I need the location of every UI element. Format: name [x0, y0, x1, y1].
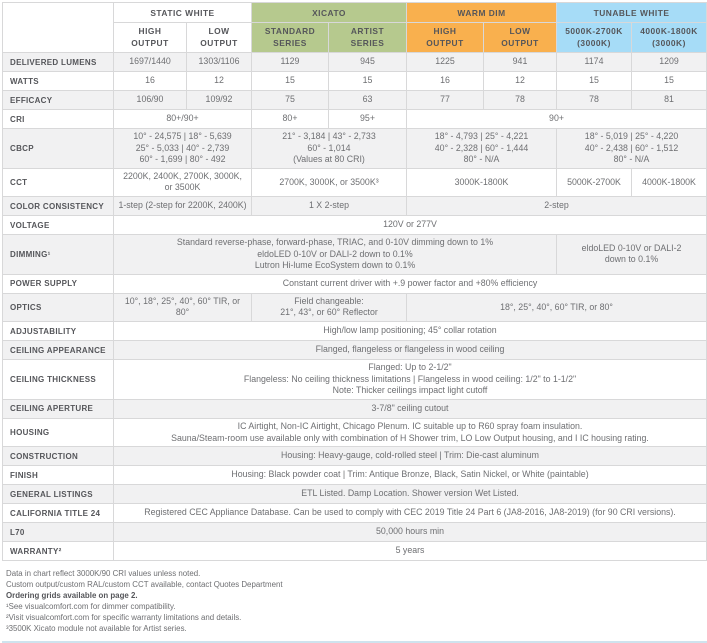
cell-line: Housing: Heavy-gauge, cold-rolled steel | Trim: Die-cast aluminum [281, 450, 540, 461]
footnotes [2, 561, 706, 634]
cell-line: 18° - 5,019 | 25° - 4,220 [584, 131, 679, 141]
cell-line: 1129 [280, 56, 300, 67]
cell-line: Registered CEC Appliance Database. Can be used to comply with CEC 2019 Title 24 Part 6 (JA8-2016, JA8-2019) (for 90 CRI versions). [144, 507, 676, 518]
row-label: ADJUSTABILITY [3, 322, 114, 341]
row-label: L70 [3, 523, 114, 542]
spec-cell [114, 504, 707, 523]
spec-cell [632, 168, 707, 196]
cell-line: 2-step [544, 200, 569, 211]
cell-line: 95+ [360, 113, 375, 124]
spec-cell [114, 91, 187, 110]
spec-cell [557, 72, 632, 91]
cell-line: or 3500K [164, 182, 201, 193]
cell-line: 10°, 18°, 25°, 40°, 60° TIR, or 80° [124, 295, 241, 318]
column-header-line: (3000K) [577, 37, 611, 48]
footnote: Ordering grids available on page 2. [6, 590, 138, 600]
spec-cell [484, 72, 557, 91]
spec-cell [484, 53, 557, 72]
row-label: CEILING APPEARANCE [3, 341, 114, 360]
table-row [3, 399, 707, 418]
cell-line: Lutron Hi-lume EcoSystem down to 0.1% [254, 260, 416, 271]
spec-cell [114, 399, 707, 418]
row-label: CCT [3, 168, 114, 196]
cell-line: 75 [285, 94, 295, 105]
column-header-line: SERIES [273, 37, 307, 48]
table-row [3, 360, 707, 400]
spec-cell [187, 91, 252, 110]
cell-line: Flanged, flangeless or flangeless in wood ceiling [315, 344, 505, 355]
spec-table [2, 2, 707, 561]
corner-cell [3, 3, 114, 53]
column-header-line: HIGH [433, 26, 457, 37]
spec-cell [557, 235, 707, 275]
cell-line: 60° - 1,699 | 80° - 492 [139, 154, 226, 165]
column-header-line: SERIES [350, 37, 385, 48]
spec-cell [407, 110, 707, 129]
cell-line: Note: Thicker ceilings impact light cutoff [332, 385, 488, 396]
table-row [3, 53, 707, 72]
cell-line: Flangeless: No ceiling thickness limitations | Flangeless in wood ceiling: 1/2" to 1-1/2" [243, 373, 577, 384]
spec-cell [252, 72, 329, 91]
cell-line: down to 0.1% [604, 254, 659, 265]
cell-line: 1174 [584, 56, 604, 67]
cell-line: 15 [362, 75, 373, 86]
spec-cell [252, 53, 329, 72]
table-row [3, 341, 707, 360]
table-row [3, 274, 707, 293]
spec-cell [114, 542, 707, 561]
cell-line: 941 [512, 56, 528, 67]
row-label: GENERAL LISTINGS [3, 485, 114, 504]
row-label: FINISH [3, 466, 114, 485]
footnote: Custom output/custom RAL/custom CCT available, contact Quotes Department [6, 580, 283, 590]
spec-cell [632, 53, 707, 72]
table-row [3, 523, 707, 542]
spec-table-body [3, 53, 707, 561]
cell-line: ETL Listed. Damp Location. Shower version Wet Listed. [301, 488, 519, 499]
spec-cell [114, 466, 707, 485]
spec-cell [114, 341, 707, 360]
cell-line: 80° - N/A [463, 154, 500, 165]
spec-cell [114, 129, 252, 169]
spec-cell [557, 168, 632, 196]
row-label: HOUSING [3, 418, 114, 446]
cell-line: 5 years [395, 545, 425, 556]
cell-line: 2700K, 3000K, or 3500K³ [279, 176, 379, 187]
spec-cell [252, 293, 407, 321]
spec-cell [114, 235, 557, 275]
cell-line: eldoLED 0-10V or DALI-2 [581, 242, 682, 253]
bottom-rule-divider [2, 641, 707, 643]
spec-cell [114, 485, 707, 504]
cell-line: 5000K-2700K [567, 176, 621, 187]
spec-cell [114, 274, 707, 293]
cell-line: 18°, 25°, 40°, 60° TIR, or 80° [500, 301, 613, 312]
spec-cell [329, 53, 407, 72]
spec-cell [252, 129, 407, 169]
cell-line: 18° - 4,793 | 25° - 4,221 [434, 131, 529, 141]
column-header-line: OUTPUT [200, 37, 238, 48]
table-row [3, 485, 707, 504]
table-row [3, 542, 707, 561]
spec-cell [114, 72, 187, 91]
cell-line: eldoLED 0-10V or DALI-2 down to 0.1% [257, 248, 413, 259]
column-header-line: STANDARD [264, 26, 316, 37]
cell-line: 90+ [549, 113, 564, 124]
spec-cell [407, 293, 707, 321]
table-row [3, 447, 707, 466]
spec-cell [407, 197, 707, 216]
spec-cell [114, 216, 707, 235]
spec-cell [484, 91, 557, 110]
column-group-header: WARM DIM [407, 3, 557, 23]
cell-line: 80° - N/A [613, 154, 650, 165]
spec-cell [407, 129, 557, 169]
cell-line: 77 [440, 94, 450, 105]
cell-line: 25° - 5,033 | 40° - 2,739 [135, 142, 230, 153]
spec-cell [407, 91, 484, 110]
cell-line: 1-step (2-step for 2200K, 2400K) [118, 200, 247, 211]
cell-line: Flanged: Up to 2-1/2" [368, 362, 452, 373]
table-row [3, 72, 707, 91]
table-row [3, 110, 707, 129]
column-header-line: (3000K) [652, 37, 686, 48]
cell-line: Housing: Black powder coat | Trim: Antique Bronze, Black, Satin Nickel, or White (paintable) [231, 469, 589, 480]
spec-table-head [3, 3, 707, 53]
spec-cell [114, 322, 707, 341]
column-group-header: TUNABLE WHITE [557, 3, 707, 23]
table-row [3, 418, 707, 446]
spec-cell [114, 418, 707, 446]
row-label: CBCP [3, 129, 114, 169]
cell-line: 4000K-1800K [642, 176, 696, 187]
row-label: CEILING THICKNESS [3, 360, 114, 400]
footnote: ²Visit visualcomfort.com for specific warranty limitations and details. [6, 612, 242, 622]
row-label: VOLTAGE [3, 216, 114, 235]
cell-line: 21° - 3,184 | 43° - 2,733 [282, 131, 376, 141]
spec-cell [114, 197, 252, 216]
row-label: CEILING APERTURE [3, 399, 114, 418]
spec-cell [114, 360, 707, 400]
row-label: COLOR CONSISTENCY [3, 197, 114, 216]
cell-line: Field changeable: [294, 295, 364, 306]
column-group-header: XICATO [252, 3, 407, 23]
column-header-line: LOW [509, 26, 531, 37]
cell-line: 63 [362, 94, 373, 105]
spec-cell [632, 72, 707, 91]
cell-line: 16 [145, 75, 155, 86]
cell-line: 40° - 2,328 | 60° - 1,444 [434, 142, 529, 153]
row-label: DIMMING¹ [3, 235, 114, 275]
spec-cell [187, 53, 252, 72]
cell-line: IC Airtight, Non-IC Airtight, Chicago Plenum. IC suitable up to R60 spray foam insulation. [237, 420, 583, 431]
cell-line: 12 [515, 75, 525, 86]
cell-line: 3000K-1800K [454, 176, 509, 187]
table-row [3, 91, 707, 110]
cell-line: 109/92 [205, 94, 233, 105]
table-row [3, 168, 707, 196]
cell-line: (Values at 80 CRI) [293, 154, 365, 165]
column-header-line: 4000K-1800K [640, 26, 698, 37]
cell-line: 40° - 2,438 | 60° - 1,512 [584, 142, 679, 153]
table-row [3, 216, 707, 235]
cell-line: 1209 [659, 56, 679, 67]
table-row [3, 129, 707, 169]
spec-cell [407, 72, 484, 91]
spec-cell [114, 447, 707, 466]
column-header [484, 23, 557, 53]
spec-cell [557, 91, 632, 110]
cell-line: 1 X 2-step [308, 200, 350, 211]
cell-line: 120V or 277V [383, 219, 437, 230]
row-label: EFFICACY [3, 91, 114, 110]
column-header-line: OUTPUT [501, 37, 539, 48]
spec-cell [407, 168, 557, 196]
footnote: ¹See visualcomfort.com for dimmer compatibility. [6, 601, 176, 611]
table-row [3, 197, 707, 216]
cell-line: 3-7/8" ceiling cutout [371, 403, 449, 414]
spec-cell [329, 91, 407, 110]
column-header-line: HIGH [138, 26, 162, 37]
spec-cell [252, 91, 329, 110]
spec-cell [114, 523, 707, 542]
column-header [252, 23, 329, 53]
column-header [114, 23, 187, 53]
cell-line: 1303/1106 [198, 56, 240, 67]
row-label: CRI [3, 110, 114, 129]
spec-cell [114, 53, 187, 72]
table-row [3, 466, 707, 485]
cell-line: 10° - 24,575 | 18° - 5,639 [133, 131, 232, 141]
cell-line: 12 [214, 75, 224, 86]
table-row [3, 504, 707, 523]
row-label: OPTICS [3, 293, 114, 321]
table-row [3, 235, 707, 275]
footnote: Data in chart reflect 3000K/90 CRI values unless noted. [6, 569, 201, 579]
column-header [557, 23, 632, 53]
cell-line: 81 [664, 94, 674, 105]
spec-cell [407, 53, 484, 72]
row-label: POWER SUPPLY [3, 274, 114, 293]
row-label: WARRANTY² [3, 542, 114, 561]
table-row [3, 322, 707, 341]
cell-line: Sauna/Steam-room use available only with combination of H Shower trim, LO Low Output housing, and I IC housing rating. [171, 432, 649, 443]
spec-cell [114, 168, 252, 196]
cell-line: 50,000 hours min [376, 526, 444, 537]
column-header-line: OUTPUT [131, 37, 169, 48]
column-header-line: LOW [208, 26, 230, 37]
cell-line: 1697/1440 [129, 56, 171, 67]
spec-cell [252, 197, 407, 216]
cell-line: 15 [589, 75, 599, 86]
column-header [407, 23, 484, 53]
column-group-header: STATIC WHITE [114, 3, 252, 23]
spec-cell [557, 53, 632, 72]
row-label: WATTS [3, 72, 114, 91]
cell-line: 106/90 [136, 94, 164, 105]
column-header [329, 23, 407, 53]
cell-line: 2200K, 2400K, 2700K, 3000K, [123, 170, 242, 181]
cell-line: High/low lamp positioning; 45° collar rotation [323, 325, 497, 336]
cell-line: 945 [360, 56, 375, 67]
spec-cell [114, 110, 252, 129]
cell-line: 80+/90+ [166, 113, 199, 124]
column-header [632, 23, 707, 53]
cell-line: Standard reverse-phase, forward-phase, TRIAC, and 0-10V dimming down to 1% [176, 237, 494, 248]
spec-cell [632, 91, 707, 110]
footnote: ³3500K Xicato module not available for Artist series. [6, 623, 187, 633]
cell-line: 15 [285, 75, 295, 86]
header-group-row [3, 3, 707, 23]
spec-cell [557, 129, 707, 169]
spec-cell [252, 168, 407, 196]
cell-line: 21°, 43°, or 60° Reflector [280, 307, 378, 318]
cell-line: 78 [589, 94, 599, 105]
column-header-line: OUTPUT [426, 37, 464, 48]
cell-line: 78 [515, 94, 525, 105]
cell-line: 80+ [282, 113, 298, 124]
cell-line: 15 [664, 75, 674, 86]
cell-line: Constant current driver with +.9 power factor and +80% efficiency [282, 278, 538, 289]
table-row [3, 293, 707, 321]
cell-line: 16 [440, 75, 450, 86]
spec-cell [329, 72, 407, 91]
cell-line: 60° - 1,014 [307, 142, 351, 153]
column-header [187, 23, 252, 53]
spec-cell [187, 72, 252, 91]
spec-cell [114, 293, 252, 321]
row-label: CONSTRUCTION [3, 447, 114, 466]
row-label: DELIVERED LUMENS [3, 53, 114, 72]
spec-cell [329, 110, 407, 129]
spec-cell [252, 110, 329, 129]
cell-line: 1225 [435, 56, 455, 67]
column-header-line: 5000K-2700K [565, 26, 623, 37]
column-header-line: ARTIST [350, 26, 385, 37]
row-label: CALIFORNIA TITLE 24 [3, 504, 114, 523]
